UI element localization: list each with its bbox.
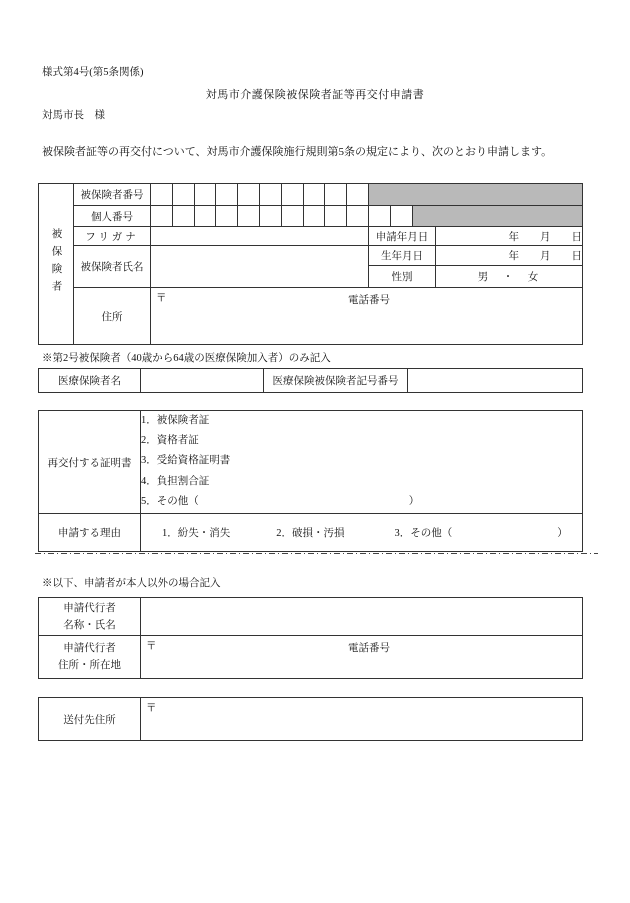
reissue-table (38, 410, 583, 552)
personal-number-box[interactable] (347, 206, 369, 227)
proxy-table (38, 597, 583, 679)
certificate-label: 再交付する証明書 (39, 411, 141, 514)
insured-table (38, 183, 583, 345)
certificate-option[interactable]: 5．その他（ ） (141, 495, 420, 507)
reason-label: 申請する理由 (39, 514, 141, 552)
gender-label: 性別 (368, 266, 435, 288)
address-label: 住所 (74, 288, 151, 345)
insurer-name-label: 医療保険者名 (39, 369, 141, 393)
phone-label: 電話番号 (348, 295, 390, 306)
furigana-label: フリガナ (74, 227, 151, 246)
page-title: 対馬市介護保険被保険者証等再交付申請書 (205, 89, 425, 101)
certificate-option[interactable]: 3．受給資格証明書 (141, 455, 231, 467)
insured-number-box[interactable] (325, 184, 347, 206)
form-number: 様式第4号(第5条関係) (42, 67, 144, 78)
insured-group-label (39, 184, 74, 345)
personal-number-box[interactable] (368, 206, 390, 227)
proxy-address-input[interactable] (141, 636, 583, 679)
dash-dot-divider (35, 553, 598, 554)
postal-mark: 〒 (146, 703, 157, 714)
symbol-number-label: 医療保険被保険者記号番号 (264, 369, 408, 393)
proxy-name-label-line1: 申請代行者 (63, 602, 116, 614)
certificate-option[interactable]: 1．被保険者証 (141, 415, 210, 426)
certificate-option[interactable]: 2．資格者証 (141, 435, 199, 447)
reason-option[interactable]: 3．その他（ ） (394, 528, 568, 539)
medical-insurance-table (38, 368, 583, 393)
insured-number-box[interactable] (347, 184, 369, 206)
personal-number-box[interactable] (194, 206, 216, 227)
reason-option[interactable]: 2．破損・汚損 (276, 528, 345, 539)
proxy-address-label (39, 636, 141, 679)
reason-option[interactable]: 1．紛失・消失 (162, 528, 231, 539)
application-date-value[interactable]: 年 月 日 (435, 227, 582, 246)
personal-number-box[interactable] (216, 206, 238, 227)
insured-number-box[interactable] (194, 184, 216, 206)
insured-number-box[interactable] (303, 184, 325, 206)
personal-number-box[interactable] (325, 206, 347, 227)
postal-mark: 〒 (156, 293, 167, 304)
certificate-options (141, 411, 583, 514)
insured-number-box[interactable] (172, 184, 194, 206)
proxy-address-label-line1: 申請代行者 (63, 643, 116, 654)
personal-number-box[interactable] (390, 206, 412, 227)
personal-number-box[interactable] (238, 206, 260, 227)
proxy-address-label-line2: 住所・所在地 (58, 660, 121, 671)
proxy-name-label-line2: 名称・氏名 (63, 619, 116, 631)
personal-number-box[interactable] (281, 206, 303, 227)
sendto-address-input[interactable] (141, 698, 583, 741)
proxy-name-input[interactable] (141, 598, 583, 636)
personal-number-box[interactable] (303, 206, 325, 227)
application-date-label: 申請年月日 (368, 227, 435, 246)
insured-number-box[interactable] (281, 184, 303, 206)
insured-name-input[interactable] (151, 246, 369, 288)
symbol-number-input[interactable] (408, 369, 583, 393)
addressee: 対馬市長 様 (42, 110, 105, 121)
insured-number-label: 被保険者番号 (74, 184, 151, 206)
address-input[interactable] (151, 288, 583, 345)
insurer-name-input[interactable] (141, 369, 264, 393)
sendto-table (38, 697, 583, 741)
postal-mark: 〒 (146, 641, 157, 652)
furigana-input[interactable] (151, 227, 369, 246)
insured-number-box[interactable] (151, 184, 173, 206)
insured-number-box[interactable] (259, 184, 281, 206)
certificate-option[interactable]: 4．負担割合証 (141, 475, 210, 487)
birth-date-label: 生年月日 (368, 246, 435, 266)
personal-number-box[interactable] (151, 206, 173, 227)
sendto-label: 送付先住所 (39, 698, 141, 741)
insured-group-label-text: 被保険者 (50, 227, 62, 298)
intro-text: 被保険者証等の再交付について、対馬市介護保険施行規則第5条の規定により、次のとおり申請します。 (42, 146, 553, 158)
office-use-gray-area (412, 206, 582, 227)
insured-number-box[interactable] (216, 184, 238, 206)
insured-name-label: 被保険者氏名 (74, 246, 151, 288)
insured-number-box[interactable] (238, 184, 260, 206)
proxy-name-label (39, 598, 141, 636)
office-use-gray-area (368, 184, 582, 206)
personal-number-box[interactable] (259, 206, 281, 227)
birth-date-value[interactable]: 年 月 日 (435, 246, 582, 266)
medical-note: ※第2号被保険者（40歳から64歳の医療保険加入者）のみ記入 (42, 353, 331, 364)
gender-options[interactable]: 男 ・ 女 (435, 266, 582, 288)
reason-options (141, 514, 583, 552)
phone-label: 電話番号 (348, 643, 390, 654)
personal-number-box[interactable] (172, 206, 194, 227)
proxy-note: ※以下、申請者が本人以外の場合記入 (42, 578, 221, 589)
personal-number-label: 個人番号 (74, 206, 151, 227)
